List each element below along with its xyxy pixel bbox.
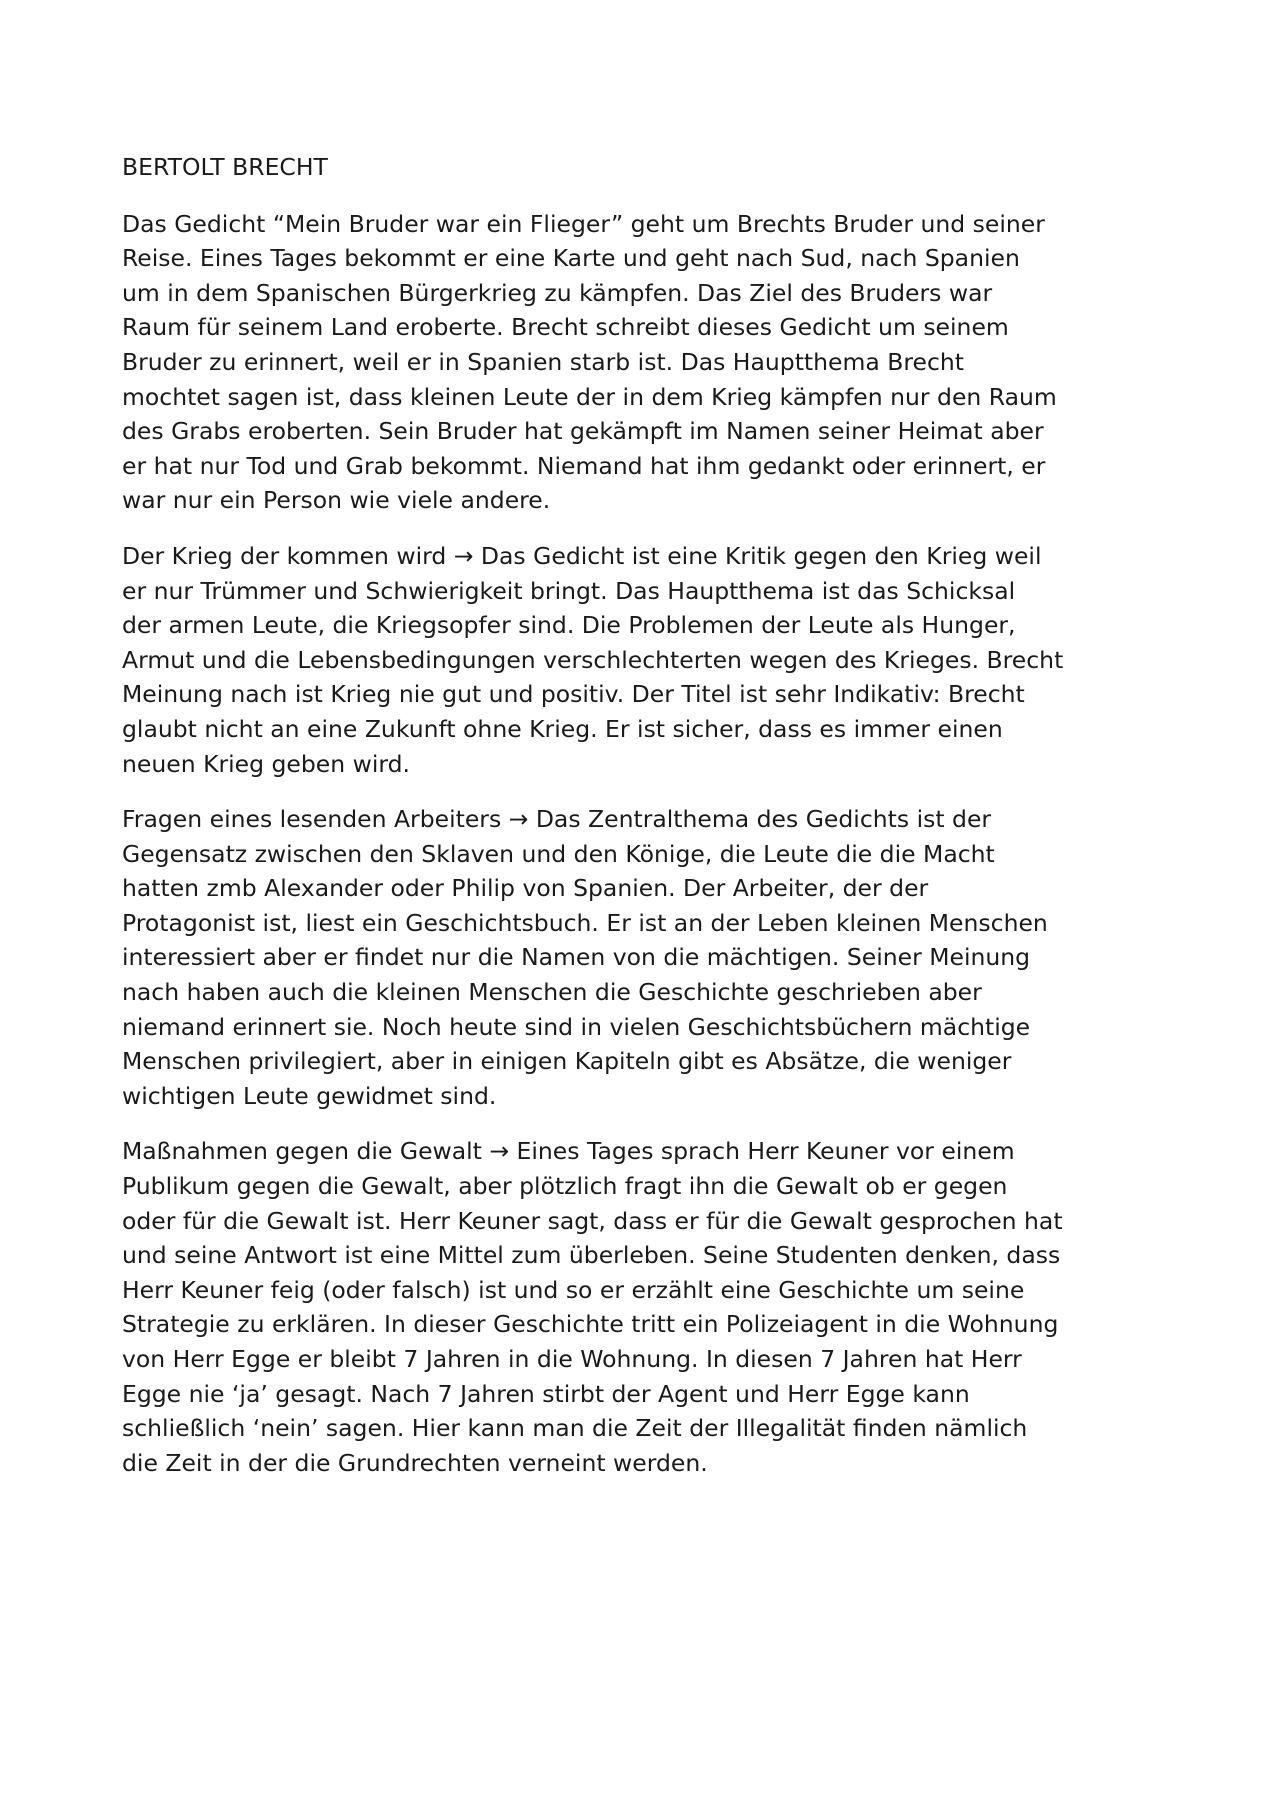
text-line: wichtigen Leute gewidmet sind. <box>122 1081 497 1110</box>
text-line: die Zeit in der die Grundrechten verneint werden. <box>122 1448 708 1477</box>
text-line: Armut und die Lebensbedingungen verschlechterten wegen des Krieges. Brecht <box>122 645 1064 674</box>
text-line: Der Krieg der kommen wird → Das Gedicht ist eine Kritik gegen den Krieg weil <box>122 541 1042 570</box>
text-line: Herr Keuner feig (oder falsch) ist und so er erzählt eine Geschichte um seine <box>122 1275 1025 1304</box>
text-line: Maßnahmen gegen die Gewalt → Eines Tages sprach Herr Keuner vor einem <box>122 1137 1015 1166</box>
text-line: des Grabs eroberten. Sein Bruder hat gekämpft im Namen seiner Heimat aber <box>122 417 1044 446</box>
text-line: nach haben auch die kleinen Menschen die Geschichte geschrieben aber <box>122 978 982 1007</box>
text-line: von Herr Egge er bleibt 7 Jahren in die Wohnung. In diesen 7 Jahren hat Herr <box>122 1345 1022 1373</box>
text-line: er hat nur Tod und Grab bekommt. Niemand hat ihm gedankt oder erinnert, er <box>122 451 1046 480</box>
text-line: Gegensatz zwischen den Sklaven und den Könige, die Leute die die Macht <box>122 839 995 868</box>
text-line: niemand erinnert sie. Noch heute sind in vielen Geschichtsbüchern mächtige <box>122 1012 1031 1041</box>
text-line: der armen Leute, die Kriegsopfer sind. Die Problemen der Leute als Hunger, <box>122 611 1016 640</box>
text-line: mochtet sagen ist, dass kleinen Leute der in dem Krieg kämpfen nur den Raum <box>122 382 1057 411</box>
document-title: BERTOLT BRECHT <box>122 153 328 181</box>
text-line: Raum für seinem Land eroberte. Brecht schreibt dieses Gedicht um seinem <box>122 313 1009 342</box>
text-line: Bruder zu erinnert, weil er in Spanien starb ist. Das Hauptthema Brecht <box>122 347 964 376</box>
paragraph-krieg-der-kommen-wird <box>122 539 1172 781</box>
text-line: schließlich ‘nein’ sagen. Hier kann man die Zeit der Illegalität finden nämlich <box>122 1414 1028 1443</box>
text-line: er nur Trümmer und Schwierigkeit bringt. Das Hauptthema ist das Schicksal <box>122 576 1016 605</box>
text-line: neuen Krieg geben wird. <box>122 749 411 778</box>
text-line: interessiert aber er findet nur die Namen von die mächtigen. Seiner Meinung <box>122 943 1031 972</box>
text-line: war nur ein Person wie viele andere. <box>122 486 551 515</box>
text-line: Menschen privilegiert, aber in einigen Kapiteln gibt es Absätze, die weniger <box>122 1047 1012 1076</box>
text-line: Reise. Eines Tages bekommt er eine Karte und geht nach Sud, nach Spanien <box>122 244 1020 273</box>
text-line: Egge nie ‘ja’ gesagt. Nach 7 Jahren stirbt der Agent und Herr Egge kann <box>122 1379 970 1408</box>
paragraph-massnahmen-gegen-die-gewalt <box>122 1134 1172 1480</box>
paragraph-fragen-eines-lesenden-arbeiters <box>122 802 1172 1113</box>
text-line: Publikum gegen die Gewalt, aber plötzlich fragt ihn die Gewalt ob er gegen <box>122 1172 1008 1201</box>
text-line: Fragen eines lesenden Arbeiters → Das Zentralthema des Gedichts ist der <box>122 805 992 834</box>
text-line: Strategie zu erklären. In dieser Geschichte tritt ein Polizeiagent in die Wohnung <box>122 1310 1059 1339</box>
text-line: hatten zmb Alexander oder Philip von Spanien. Der Arbeiter, der der <box>122 874 929 903</box>
text-line: Meinung nach ist Krieg nie gut und positiv. Der Titel ist sehr Indikativ: Brecht <box>122 680 1025 709</box>
text-line: und seine Antwort ist eine Mittel zum überleben. Seine Studenten denken, dass <box>122 1241 1061 1270</box>
text-line: um in dem Spanischen Bürgerkrieg zu kämpfen. Das Ziel des Bruders war <box>122 278 993 307</box>
text-line: Protagonist ist, liest ein Geschichtsbuch. Er ist an der Leben kleinen Menschen <box>122 908 1048 937</box>
paragraph-mein-bruder <box>122 207 1172 518</box>
text-line: glaubt nicht an eine Zukunft ohne Krieg. Er ist sicher, dass es immer einen <box>122 714 1003 743</box>
document-page <box>122 150 1172 1501</box>
text-line: Das Gedicht “Mein Bruder war ein Flieger” geht um Brechts Bruder und seiner <box>122 209 1045 238</box>
text-line: oder für die Gewalt ist. Herr Keuner sagt, dass er für die Gewalt gesprochen hat <box>122 1206 1063 1235</box>
